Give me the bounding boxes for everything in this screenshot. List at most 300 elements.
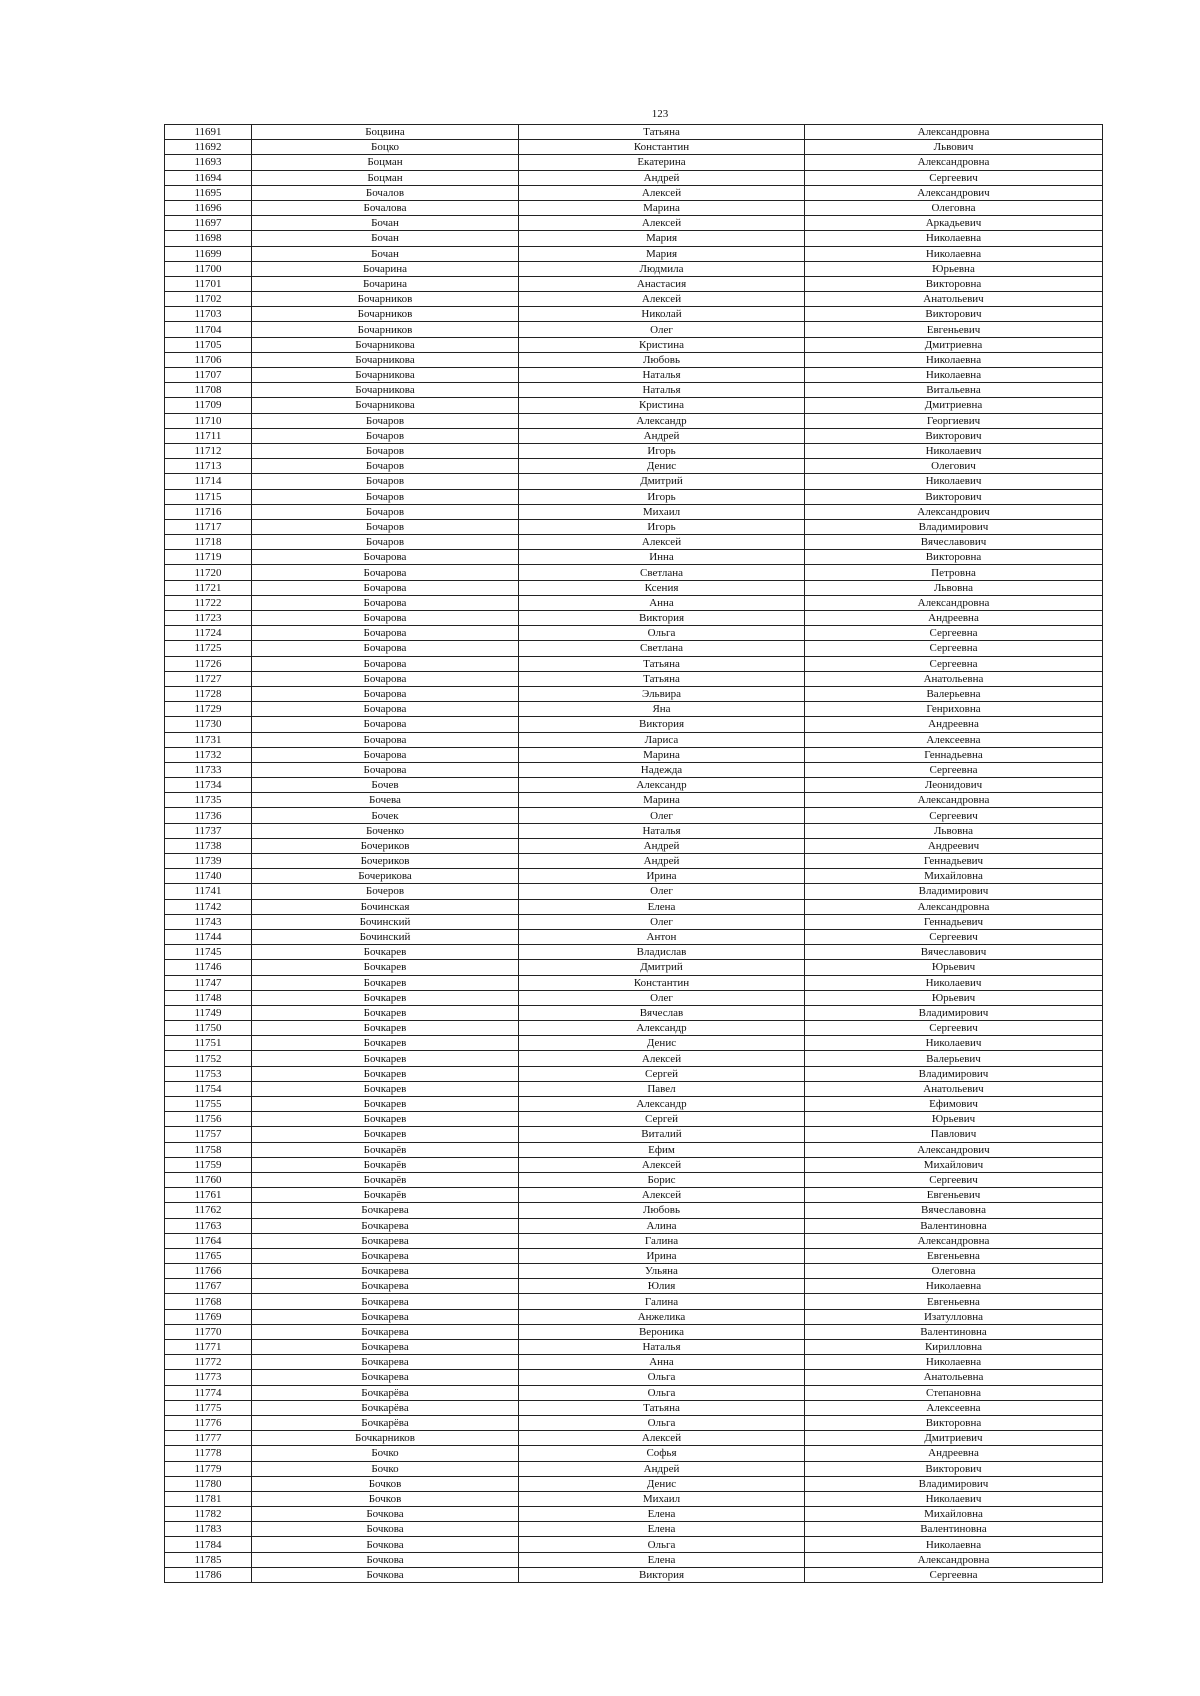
first-name-cell: Виктория bbox=[519, 1567, 805, 1582]
first-name-cell: Мария bbox=[519, 246, 805, 261]
patronymic-cell: Сергеевич bbox=[805, 808, 1103, 823]
row-number-cell: 11768 bbox=[165, 1294, 252, 1309]
first-name-cell: Ольга bbox=[519, 1370, 805, 1385]
first-name-cell: Ольга bbox=[519, 1537, 805, 1552]
last-name-cell: Бочкарев bbox=[252, 1127, 519, 1142]
first-name-cell: Ольга bbox=[519, 1385, 805, 1400]
row-number-cell: 11703 bbox=[165, 307, 252, 322]
patronymic-cell: Александрович bbox=[805, 1142, 1103, 1157]
last-name-cell: Бочкарёва bbox=[252, 1385, 519, 1400]
first-name-cell: Елена bbox=[519, 899, 805, 914]
table-row bbox=[165, 595, 1103, 610]
table-row bbox=[165, 231, 1103, 246]
row-number-cell: 11767 bbox=[165, 1279, 252, 1294]
first-name-cell: Михаил bbox=[519, 1491, 805, 1506]
last-name-cell: Бочарина bbox=[252, 276, 519, 291]
table-row bbox=[165, 732, 1103, 747]
row-number-cell: 11774 bbox=[165, 1385, 252, 1400]
table-row bbox=[165, 307, 1103, 322]
table-row bbox=[165, 671, 1103, 686]
first-name-cell: Алина bbox=[519, 1218, 805, 1233]
row-number-cell: 11711 bbox=[165, 428, 252, 443]
last-name-cell: Бочек bbox=[252, 808, 519, 823]
patronymic-cell: Михайлович bbox=[805, 1157, 1103, 1172]
row-number-cell: 11699 bbox=[165, 246, 252, 261]
last-name-cell: Бочеров bbox=[252, 884, 519, 899]
patronymic-cell: Александровна bbox=[805, 1233, 1103, 1248]
row-number-cell: 11786 bbox=[165, 1567, 252, 1582]
table-row bbox=[165, 762, 1103, 777]
patronymic-cell: Андреевна bbox=[805, 1446, 1103, 1461]
first-name-cell: Антон bbox=[519, 929, 805, 944]
last-name-cell: Бочкарева bbox=[252, 1340, 519, 1355]
row-number-cell: 11769 bbox=[165, 1309, 252, 1324]
patronymic-cell: Сергеевич bbox=[805, 929, 1103, 944]
table-row bbox=[165, 185, 1103, 200]
page-number: 123 bbox=[651, 108, 669, 120]
last-name-cell: Бочинский bbox=[252, 929, 519, 944]
row-number-cell: 11766 bbox=[165, 1264, 252, 1279]
last-name-cell: Бочалов bbox=[252, 185, 519, 200]
row-number-cell: 11719 bbox=[165, 550, 252, 565]
last-name-cell: Бочкарева bbox=[252, 1264, 519, 1279]
last-name-cell: Бочкарёв bbox=[252, 1188, 519, 1203]
table-row bbox=[165, 1279, 1103, 1294]
first-name-cell: Владислав bbox=[519, 945, 805, 960]
last-name-cell: Бочкарева bbox=[252, 1294, 519, 1309]
row-number-cell: 11701 bbox=[165, 276, 252, 291]
row-number-cell: 11735 bbox=[165, 793, 252, 808]
patronymic-cell: Николаевич bbox=[805, 1491, 1103, 1506]
table-row bbox=[165, 611, 1103, 626]
first-name-cell: Олег bbox=[519, 322, 805, 337]
table-row bbox=[165, 1507, 1103, 1522]
last-name-cell: Бочарников bbox=[252, 307, 519, 322]
row-number-cell: 11784 bbox=[165, 1537, 252, 1552]
table-row bbox=[165, 1567, 1103, 1582]
patronymic-cell: Дмитриевна bbox=[805, 398, 1103, 413]
last-name-cell: Бочкарёв bbox=[252, 1157, 519, 1172]
table-row bbox=[165, 1324, 1103, 1339]
patronymic-cell: Александровна bbox=[805, 793, 1103, 808]
row-number-cell: 11783 bbox=[165, 1522, 252, 1537]
roster-body bbox=[165, 125, 1103, 1583]
patronymic-cell: Андреевна bbox=[805, 717, 1103, 732]
row-number-cell: 11765 bbox=[165, 1248, 252, 1263]
patronymic-cell: Алексеевна bbox=[805, 1400, 1103, 1415]
row-number-cell: 11713 bbox=[165, 459, 252, 474]
table-row bbox=[165, 1294, 1103, 1309]
first-name-cell: Олег bbox=[519, 884, 805, 899]
patronymic-cell: Юрьевич bbox=[805, 960, 1103, 975]
patronymic-cell: Евгеньевна bbox=[805, 1248, 1103, 1263]
table-row bbox=[165, 155, 1103, 170]
table-row bbox=[165, 1537, 1103, 1552]
table-row bbox=[165, 1461, 1103, 1476]
last-name-cell: Боцко bbox=[252, 140, 519, 155]
table-row bbox=[165, 352, 1103, 367]
patronymic-cell: Вячеславович bbox=[805, 945, 1103, 960]
first-name-cell: Лариса bbox=[519, 732, 805, 747]
row-number-cell: 11730 bbox=[165, 717, 252, 732]
first-name-cell: Наталья bbox=[519, 368, 805, 383]
first-name-cell: Алексей bbox=[519, 1188, 805, 1203]
last-name-cell: Бочарова bbox=[252, 671, 519, 686]
row-number-cell: 11778 bbox=[165, 1446, 252, 1461]
last-name-cell: Бочан bbox=[252, 246, 519, 261]
last-name-cell: Бочкарев bbox=[252, 1051, 519, 1066]
table-row bbox=[165, 702, 1103, 717]
row-number-cell: 11725 bbox=[165, 641, 252, 656]
table-row bbox=[165, 1491, 1103, 1506]
patronymic-cell: Юрьевна bbox=[805, 261, 1103, 276]
patronymic-cell: Ефимович bbox=[805, 1097, 1103, 1112]
patronymic-cell: Сергеевна bbox=[805, 641, 1103, 656]
last-name-cell: Боцвина bbox=[252, 125, 519, 140]
table-row bbox=[165, 929, 1103, 944]
patronymic-cell: Олегович bbox=[805, 459, 1103, 474]
first-name-cell: Алексей bbox=[519, 216, 805, 231]
table-row bbox=[165, 1188, 1103, 1203]
table-row bbox=[165, 474, 1103, 489]
first-name-cell: Кристина bbox=[519, 398, 805, 413]
table-row bbox=[165, 368, 1103, 383]
first-name-cell: Марина bbox=[519, 200, 805, 215]
patronymic-cell: Викторович bbox=[805, 489, 1103, 504]
table-row bbox=[165, 960, 1103, 975]
last-name-cell: Бочкарев bbox=[252, 1021, 519, 1036]
last-name-cell: Бочарова bbox=[252, 641, 519, 656]
row-number-cell: 11745 bbox=[165, 945, 252, 960]
patronymic-cell: Валентиновна bbox=[805, 1522, 1103, 1537]
first-name-cell: Ольга bbox=[519, 626, 805, 641]
table-row bbox=[165, 216, 1103, 231]
first-name-cell: Мария bbox=[519, 231, 805, 246]
last-name-cell: Бочарова bbox=[252, 747, 519, 762]
row-number-cell: 11705 bbox=[165, 337, 252, 352]
last-name-cell: Бочинский bbox=[252, 914, 519, 929]
row-number-cell: 11737 bbox=[165, 823, 252, 838]
table-row bbox=[165, 428, 1103, 443]
patronymic-cell: Юрьевич bbox=[805, 1112, 1103, 1127]
table-row bbox=[165, 140, 1103, 155]
row-number-cell: 11733 bbox=[165, 762, 252, 777]
row-number-cell: 11754 bbox=[165, 1081, 252, 1096]
row-number-cell: 11734 bbox=[165, 778, 252, 793]
row-number-cell: 11712 bbox=[165, 443, 252, 458]
row-number-cell: 11731 bbox=[165, 732, 252, 747]
last-name-cell: Бочарникова bbox=[252, 383, 519, 398]
patronymic-cell: Николаевна bbox=[805, 246, 1103, 261]
row-number-cell: 11755 bbox=[165, 1097, 252, 1112]
table-row bbox=[165, 1415, 1103, 1430]
row-number-cell: 11698 bbox=[165, 231, 252, 246]
row-number-cell: 11773 bbox=[165, 1370, 252, 1385]
table-row bbox=[165, 1264, 1103, 1279]
last-name-cell: Бочан bbox=[252, 231, 519, 246]
row-number-cell: 11691 bbox=[165, 125, 252, 140]
table-row bbox=[165, 504, 1103, 519]
last-name-cell: Бочаров bbox=[252, 489, 519, 504]
row-number-cell: 11724 bbox=[165, 626, 252, 641]
table-row bbox=[165, 656, 1103, 671]
last-name-cell: Бочарова bbox=[252, 550, 519, 565]
last-name-cell: Бочарникова bbox=[252, 398, 519, 413]
last-name-cell: Бочан bbox=[252, 216, 519, 231]
patronymic-cell: Степановна bbox=[805, 1385, 1103, 1400]
patronymic-cell: Павлович bbox=[805, 1127, 1103, 1142]
table-row bbox=[165, 869, 1103, 884]
row-number-cell: 11751 bbox=[165, 1036, 252, 1051]
row-number-cell: 11696 bbox=[165, 200, 252, 215]
table-row bbox=[165, 1476, 1103, 1491]
row-number-cell: 11758 bbox=[165, 1142, 252, 1157]
patronymic-cell: Викторовна bbox=[805, 276, 1103, 291]
first-name-cell: Татьяна bbox=[519, 656, 805, 671]
table-row bbox=[165, 884, 1103, 899]
table-row bbox=[165, 535, 1103, 550]
first-name-cell: Алексей bbox=[519, 535, 805, 550]
row-number-cell: 11704 bbox=[165, 322, 252, 337]
table-row bbox=[165, 899, 1103, 914]
table-row bbox=[165, 1036, 1103, 1051]
first-name-cell: Елена bbox=[519, 1507, 805, 1522]
table-row bbox=[165, 945, 1103, 960]
last-name-cell: Бочкарева bbox=[252, 1370, 519, 1385]
row-number-cell: 11763 bbox=[165, 1218, 252, 1233]
first-name-cell: Игорь bbox=[519, 519, 805, 534]
table-row bbox=[165, 641, 1103, 656]
table-row bbox=[165, 125, 1103, 140]
patronymic-cell: Викторович bbox=[805, 307, 1103, 322]
patronymic-cell: Сергеевич bbox=[805, 1172, 1103, 1187]
last-name-cell: Бочаров bbox=[252, 428, 519, 443]
last-name-cell: Бочарова bbox=[252, 565, 519, 580]
table-row bbox=[165, 200, 1103, 215]
first-name-cell: Кристина bbox=[519, 337, 805, 352]
last-name-cell: Бочкова bbox=[252, 1537, 519, 1552]
patronymic-cell: Генриховна bbox=[805, 702, 1103, 717]
first-name-cell: Эльвира bbox=[519, 686, 805, 701]
row-number-cell: 11720 bbox=[165, 565, 252, 580]
first-name-cell: Ульяна bbox=[519, 1264, 805, 1279]
patronymic-cell: Александровна bbox=[805, 899, 1103, 914]
last-name-cell: Бочарникова bbox=[252, 337, 519, 352]
row-number-cell: 11743 bbox=[165, 914, 252, 929]
last-name-cell: Бочерикова bbox=[252, 869, 519, 884]
last-name-cell: Бочаров bbox=[252, 519, 519, 534]
patronymic-cell: Дмитриевна bbox=[805, 337, 1103, 352]
patronymic-cell: Николаевич bbox=[805, 474, 1103, 489]
first-name-cell: Андрей bbox=[519, 854, 805, 869]
first-name-cell: Надежда bbox=[519, 762, 805, 777]
table-row bbox=[165, 1370, 1103, 1385]
row-number-cell: 11721 bbox=[165, 580, 252, 595]
patronymic-cell: Львовна bbox=[805, 580, 1103, 595]
table-row bbox=[165, 1233, 1103, 1248]
row-number-cell: 11748 bbox=[165, 990, 252, 1005]
last-name-cell: Бочкарев bbox=[252, 1066, 519, 1081]
table-row bbox=[165, 1157, 1103, 1172]
patronymic-cell: Вячеславовна bbox=[805, 1203, 1103, 1218]
last-name-cell: Бочкарева bbox=[252, 1218, 519, 1233]
patronymic-cell: Николаевна bbox=[805, 1537, 1103, 1552]
table-row bbox=[165, 1021, 1103, 1036]
last-name-cell: Бочарова bbox=[252, 762, 519, 777]
first-name-cell: Инна bbox=[519, 550, 805, 565]
table-row bbox=[165, 1446, 1103, 1461]
first-name-cell: Павел bbox=[519, 1081, 805, 1096]
first-name-cell: Денис bbox=[519, 459, 805, 474]
first-name-cell: Ефим bbox=[519, 1142, 805, 1157]
first-name-cell: Светлана bbox=[519, 641, 805, 656]
last-name-cell: Бочкова bbox=[252, 1552, 519, 1567]
last-name-cell: Бочкова bbox=[252, 1507, 519, 1522]
first-name-cell: Алексей bbox=[519, 1431, 805, 1446]
patronymic-cell: Владимирович bbox=[805, 1476, 1103, 1491]
last-name-cell: Бочарова bbox=[252, 717, 519, 732]
patronymic-cell: Анатольевич bbox=[805, 292, 1103, 307]
patronymic-cell: Евгеньевич bbox=[805, 1188, 1103, 1203]
last-name-cell: Бочкарёва bbox=[252, 1400, 519, 1415]
first-name-cell: Виталий bbox=[519, 1127, 805, 1142]
table-row bbox=[165, 1431, 1103, 1446]
last-name-cell: Бочарникова bbox=[252, 352, 519, 367]
row-number-cell: 11764 bbox=[165, 1233, 252, 1248]
table-row bbox=[165, 1127, 1103, 1142]
first-name-cell: Вячеслав bbox=[519, 1005, 805, 1020]
row-number-cell: 11760 bbox=[165, 1172, 252, 1187]
table-row bbox=[165, 1400, 1103, 1415]
table-row bbox=[165, 1340, 1103, 1355]
patronymic-cell: Андреевна bbox=[805, 611, 1103, 626]
table-row bbox=[165, 276, 1103, 291]
first-name-cell: Татьяна bbox=[519, 671, 805, 686]
first-name-cell: Денис bbox=[519, 1476, 805, 1491]
table-row bbox=[165, 261, 1103, 276]
last-name-cell: Бочкарев bbox=[252, 1097, 519, 1112]
row-number-cell: 11707 bbox=[165, 368, 252, 383]
patronymic-cell: Петровна bbox=[805, 565, 1103, 580]
patronymic-cell: Аркадьевич bbox=[805, 216, 1103, 231]
last-name-cell: Бочаров bbox=[252, 474, 519, 489]
patronymic-cell: Вячеславович bbox=[805, 535, 1103, 550]
last-name-cell: Бочкарева bbox=[252, 1324, 519, 1339]
table-row bbox=[165, 246, 1103, 261]
patronymic-cell: Изатулловна bbox=[805, 1309, 1103, 1324]
last-name-cell: Бочкова bbox=[252, 1522, 519, 1537]
last-name-cell: Бочарова bbox=[252, 686, 519, 701]
last-name-cell: Боцман bbox=[252, 155, 519, 170]
last-name-cell: Бочкарев bbox=[252, 1005, 519, 1020]
first-name-cell: Дмитрий bbox=[519, 474, 805, 489]
table-row bbox=[165, 1097, 1103, 1112]
table-row bbox=[165, 1005, 1103, 1020]
patronymic-cell: Александровна bbox=[805, 1552, 1103, 1567]
last-name-cell: Бочева bbox=[252, 793, 519, 808]
last-name-cell: Бочкарева bbox=[252, 1233, 519, 1248]
first-name-cell: Елена bbox=[519, 1552, 805, 1567]
table-row bbox=[165, 1552, 1103, 1567]
first-name-cell: Любовь bbox=[519, 1203, 805, 1218]
table-row bbox=[165, 1218, 1103, 1233]
last-name-cell: Боцман bbox=[252, 170, 519, 185]
patronymic-cell: Олеговна bbox=[805, 1264, 1103, 1279]
patronymic-cell: Викторовна bbox=[805, 550, 1103, 565]
table-row bbox=[165, 914, 1103, 929]
row-number-cell: 11738 bbox=[165, 838, 252, 853]
row-number-cell: 11770 bbox=[165, 1324, 252, 1339]
patronymic-cell: Геннадьевна bbox=[805, 747, 1103, 762]
patronymic-cell: Дмитриевич bbox=[805, 1431, 1103, 1446]
patronymic-cell: Львовна bbox=[805, 823, 1103, 838]
last-name-cell: Бочкарёва bbox=[252, 1415, 519, 1430]
table-row bbox=[165, 322, 1103, 337]
patronymic-cell: Александровна bbox=[805, 155, 1103, 170]
row-number-cell: 11762 bbox=[165, 1203, 252, 1218]
last-name-cell: Бочкарева bbox=[252, 1309, 519, 1324]
first-name-cell: Ксения bbox=[519, 580, 805, 595]
table-row bbox=[165, 854, 1103, 869]
row-number-cell: 11706 bbox=[165, 352, 252, 367]
row-number-cell: 11741 bbox=[165, 884, 252, 899]
table-row bbox=[165, 823, 1103, 838]
last-name-cell: Бочкарёв bbox=[252, 1142, 519, 1157]
last-name-cell: Бочалова bbox=[252, 200, 519, 215]
patronymic-cell: Валентиновна bbox=[805, 1218, 1103, 1233]
last-name-cell: Бочаров bbox=[252, 504, 519, 519]
last-name-cell: Бочков bbox=[252, 1476, 519, 1491]
first-name-cell: Елена bbox=[519, 1522, 805, 1537]
first-name-cell: Татьяна bbox=[519, 1400, 805, 1415]
row-number-cell: 11772 bbox=[165, 1355, 252, 1370]
last-name-cell: Бочков bbox=[252, 1491, 519, 1506]
row-number-cell: 11740 bbox=[165, 869, 252, 884]
patronymic-cell: Михайловна bbox=[805, 1507, 1103, 1522]
last-name-cell: Бочарова bbox=[252, 595, 519, 610]
row-number-cell: 11697 bbox=[165, 216, 252, 231]
table-row bbox=[165, 383, 1103, 398]
table-row bbox=[165, 1051, 1103, 1066]
patronymic-cell: Львович bbox=[805, 140, 1103, 155]
table-row bbox=[165, 398, 1103, 413]
row-number-cell: 11775 bbox=[165, 1400, 252, 1415]
row-number-cell: 11727 bbox=[165, 671, 252, 686]
row-number-cell: 11694 bbox=[165, 170, 252, 185]
patronymic-cell: Сергеевна bbox=[805, 762, 1103, 777]
row-number-cell: 11695 bbox=[165, 185, 252, 200]
patronymic-cell: Николаевич bbox=[805, 975, 1103, 990]
last-name-cell: Бочинская bbox=[252, 899, 519, 914]
table-row bbox=[165, 337, 1103, 352]
last-name-cell: Бочкарев bbox=[252, 960, 519, 975]
table-row bbox=[165, 565, 1103, 580]
first-name-cell: Сергей bbox=[519, 1066, 805, 1081]
last-name-cell: Бочкарев bbox=[252, 990, 519, 1005]
row-number-cell: 11714 bbox=[165, 474, 252, 489]
table-row bbox=[165, 838, 1103, 853]
row-number-cell: 11749 bbox=[165, 1005, 252, 1020]
first-name-cell: Любовь bbox=[519, 352, 805, 367]
row-number-cell: 11717 bbox=[165, 519, 252, 534]
table-row bbox=[165, 1112, 1103, 1127]
row-number-cell: 11709 bbox=[165, 398, 252, 413]
first-name-cell: Борис bbox=[519, 1172, 805, 1187]
first-name-cell: Юлия bbox=[519, 1279, 805, 1294]
last-name-cell: Бочарова bbox=[252, 626, 519, 641]
last-name-cell: Бочев bbox=[252, 778, 519, 793]
patronymic-cell: Евгеньевич bbox=[805, 322, 1103, 337]
